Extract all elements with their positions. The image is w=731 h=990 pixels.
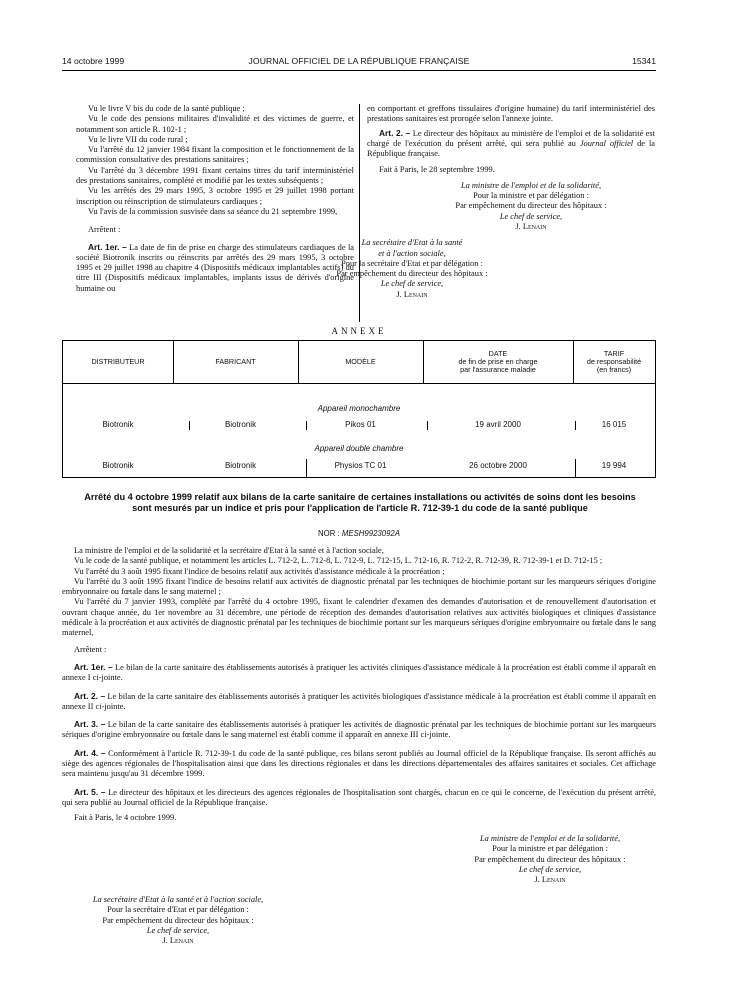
section-label: Appareil monochambre xyxy=(317,404,401,413)
header-journal-title: JOURNAL OFFICIEL DE LA RÉPUBLIQUE FRANÇAISE xyxy=(248,56,470,66)
vu-clause: Vu l'arrêté du 3 août 1995 fixant l'indice de besoins relatif aux activités d'assistance médicale à la procréation ; xyxy=(74,566,445,576)
vu-clause: Vu le code de la santé publique, et notamment les articles L. 712-2, L. 712-8, L. 712-9, L. 712-15, L. 712-16, R. 712-2, R. 712-39, R. 712-39-1 et D. 712-15 ; xyxy=(74,556,603,566)
article-text: La date de fin de prise en charge des stimulateurs cardiaques de la société Biotronik inscrits ou réinscrits par arrêtés des 29 mars 1995, 3 octobre 1995 et 29 juillet 1998 au chapitre 4 (Dispositifs médicaux implantables actifs) du titre III (Dispositifs médicaux implantables, implants issus de dérivés d'origine humaine ou xyxy=(76,242,355,293)
signatory-delegation: Par empêchement du directeur des hôpitaux : xyxy=(455,201,607,211)
intro-paragraph: La ministre de l'emploi et de la solidarité et la secrétaire d'Etat à la santé et à l'action sociale, xyxy=(74,546,384,555)
signatory-delegation: Par empêchement du directeur des hôpitaux : xyxy=(102,915,254,925)
cell-fabricant: Biotronik xyxy=(224,461,257,470)
cell-date: 26 octobre 2000 xyxy=(469,461,527,470)
signatory-name: J. Lenain xyxy=(162,936,194,946)
vu-clause: Vu les arrêtés des 29 mars 1995, 3 octobre 1995 et 29 juillet 1998 portant inscription ou réinscription de stimulateurs cardiaques ; xyxy=(76,186,354,206)
header-page-number: 15341 xyxy=(632,56,656,66)
vu-clause: Vu l'arrêté du 3 août 1995 fixant l'indice de besoins relatif aux activités de diagnostic prénatal par les techniques de biochimie portant sur les marqueurs sériques d'origine embryonnaire ou fœtale dans le sang maternel ; xyxy=(62,576,656,597)
signatory-name: J. Lenain xyxy=(534,875,566,885)
vu-clause: Vu le livre VII du code rural ; xyxy=(88,134,188,144)
signatory-role: La secrétaire d'Etat à la santé et à l'action sociale, xyxy=(92,895,264,904)
arrete-body xyxy=(62,546,656,824)
signatory-name: J. Lenain xyxy=(515,221,547,231)
article-1-continuation: en comportant et greffons tissulaires d'origine humaine) du tarif interministériel des prestations sanitaires est prorogée selon l'annexe jointe. xyxy=(367,104,655,124)
signatory-delegation: Pour la secrétaire d'Etat et par délégation : xyxy=(341,258,483,268)
signatory-name: J. Lenain xyxy=(396,289,428,299)
top-right-column xyxy=(336,104,656,300)
article-5 xyxy=(62,787,656,809)
article-label: Art. 4. – xyxy=(74,747,106,758)
col-header-date-sub: de fin de prise en charge xyxy=(458,357,538,366)
cell-tarif: 19 994 xyxy=(601,461,627,470)
signatory-delegation: Pour la ministre et par délégation : xyxy=(473,191,589,201)
article-label: Art. 1er. – xyxy=(88,241,127,252)
cell-separator xyxy=(189,421,190,430)
col-header-date-sub: par l'assurance maladie xyxy=(460,365,536,374)
vu-clause: Vu le code des pensions militaires d'invalidité et des victimes de guerre, et notamment son article R. 102-1 ; xyxy=(76,114,354,134)
col-header-date xyxy=(423,341,573,383)
col-header-modele: MODÈLE xyxy=(345,357,376,366)
col-header-tarif-sub: de responsabilité xyxy=(586,357,642,366)
article-label: Art. 1er. – xyxy=(74,661,113,672)
article-2 xyxy=(62,691,656,713)
cell-modele: Physios TC 01 xyxy=(334,461,387,470)
col-header-tarif-title: TARIF xyxy=(603,349,625,358)
signatory-delegation: Par empêchement du directeur des hôpitaux : xyxy=(336,269,488,279)
vu-clause: Vu l'arrêté du 12 janvier 1984 fixant la composition et le fonctionnement de la commission consultative des prestations sanitaires ; xyxy=(76,145,354,165)
vu-clause: Vu le livre V bis du code de la santé publique ; xyxy=(88,104,245,113)
article-label: Art. 2. – xyxy=(379,127,411,138)
vu-clause: Vu l'arrêté du 7 janvier 1993, complété par l'arrêté du 4 octobre 1995, fixant le calendrier d'examen des demandes d'autorisation et de renouvellement d'autorisation et ouvrant chaque année, du 1er novembre au 31 décembre, une période de réception des demandes d'autorisation relatives aux activités biologiques et cliniques d'assistance médicale à la procréation et aux activités de diagnostic prénatal par les techniques de biochimie portant sur les marqueurs sériques d'origine embryonnaire ou fœtale dans le sang maternel, xyxy=(62,597,656,638)
cell-distributeur: Biotronik xyxy=(102,461,134,470)
header-rule xyxy=(62,70,656,71)
article-text: Le bilan de la carte sanitaire des établissements autorisés à pratiquer les activités de diagnostic prénatal par les techniques de biochimie portant sur les marqueurs sériques d'origine embryonnaire ou fœtale dans le sang maternel est établi comme il apparaît en annexe III ci-jointe. xyxy=(62,720,656,740)
signatory-delegation: Par empêchement du directeur des hôpitaux : xyxy=(474,854,626,864)
vu-clause: Vu l'arrêté du 3 décembre 1991 fixant certains titres du tarif interministériel des prestations sanitaires, complété et modifié par les textes subséquents ; xyxy=(76,165,354,186)
nor-label: NOR : xyxy=(318,529,340,538)
nor-code: MESH9923092A xyxy=(341,529,400,538)
article-text: Le bilan de la carte sanitaire des établissements autorisés à pratiquer les activités cliniques d'assistance médicale à la procréation est établi comme il apparaît en annexe I ci-jointe. xyxy=(62,662,656,683)
cell-fabricant: Biotronik xyxy=(224,420,257,429)
signatory-title: Le chef de service, xyxy=(380,279,444,289)
arretent-label: Arrêtent : xyxy=(74,644,107,654)
cell-modele: Pikos 01 xyxy=(345,420,376,429)
article-label: Art. 3. – xyxy=(74,719,106,730)
fait-line: Fait à Paris, le 28 septembre 1999. xyxy=(379,165,495,175)
cell-date: 19 avril 2000 xyxy=(475,420,521,429)
article-label: Art. 5. – xyxy=(74,786,106,797)
annexe-title: ANNEXE xyxy=(331,326,387,336)
signature-block-minister xyxy=(430,834,670,885)
article-1 xyxy=(62,662,656,684)
signatory-role: La secrétaire d'Etat à la santé xyxy=(361,238,463,248)
signatory-title: Le chef de service, xyxy=(518,864,582,874)
cell-distributeur: Biotronik xyxy=(102,420,134,429)
nor-line xyxy=(62,529,656,539)
article-text: Le directeur des hôpitaux et les directeurs des agences régionales de l'hospitalisation sont chargés, chacun en ce qui le concerne, de l'exécution du présent arrêté, qui sera publié au Journal officiel de la République française. xyxy=(62,787,657,807)
header-date: 14 octobre 1999 xyxy=(62,56,125,66)
article-label: Art. 2. – xyxy=(74,690,106,701)
signatory-role: La ministre de l'emploi et de la solidarité, xyxy=(460,180,602,190)
signatory-delegation: Pour la secrétaire d'Etat et par délégation : xyxy=(107,905,249,915)
annexe-table xyxy=(62,340,656,478)
article-text: de la République française. xyxy=(367,138,656,159)
signatory-title: Le chef de service, xyxy=(146,925,210,935)
article-text: Le directeur des hôpitaux au ministère de l'emploi et de la solidarité est chargé de l'exécution du présent arrêté, qui sera publié au xyxy=(367,128,655,148)
header-rule xyxy=(63,383,655,384)
signatory-delegation: Pour la ministre et par délégation : xyxy=(492,844,608,854)
signatory-role: La ministre de l'emploi et de la solidarité, xyxy=(479,834,621,843)
section-label: Appareil double chambre xyxy=(314,444,404,453)
article-3 xyxy=(62,719,656,741)
journal-officiel-ref: Journal officiel xyxy=(579,138,634,148)
vu-clause: Vu l'avis de la commission susvisée dans sa séance du 21 septembre 1999, xyxy=(88,206,338,216)
signature-block-minister xyxy=(407,181,655,232)
article-text: Conformément à l'article R. 712-39-1 du code de la santé publique, ces bilans seront publiés au Journal officiel de la République française. Ils seront affichés au siège des agences régionales de l'hospitalisation ainsi que dans les directions régionales et dans les directions départementales des affaires sanitaires et sociales. Cet affichage sera maintenu jusqu'au 31 décembre 1999. xyxy=(62,748,656,779)
article-text: Le bilan de la carte sanitaire des établissements autorisés à pratiquer les activités biologiques d'assistance médicale à la procréation est établi comme il apparaît en annexe II ci-jointe. xyxy=(62,691,656,711)
article-4 xyxy=(62,748,656,780)
col-header-distributeur: DISTRIBUTEUR xyxy=(91,357,145,366)
col-header-tarif-sub: (en francs) xyxy=(596,365,632,374)
signatory-title: Le chef de service, xyxy=(499,211,563,221)
signatory-role: et à l'action sociale, xyxy=(378,248,446,258)
col-header-fabricant: FABRICANT xyxy=(215,357,256,366)
arrete-title: Arrêté du 4 octobre 1999 relatif aux bilans de la carte sanitaire de certaines installations ou activités de soins dont les besoins sont mesurés par un indice et pris pour l'application de l'article R. 712-39-1 du code de la santé publique xyxy=(84,492,636,513)
fait-line: Fait à Paris, le 4 octobre 1999. xyxy=(74,813,177,823)
arretent-label: Arrêtent : xyxy=(88,225,121,235)
article-2 xyxy=(367,128,655,160)
signature-block-secretary xyxy=(48,895,308,946)
cell-tarif: 16 015 xyxy=(601,420,627,429)
col-header-date-title: DATE xyxy=(488,349,508,358)
page-header xyxy=(62,56,656,68)
signature-block-secretary xyxy=(297,238,527,300)
col-header-tarif xyxy=(573,341,655,383)
